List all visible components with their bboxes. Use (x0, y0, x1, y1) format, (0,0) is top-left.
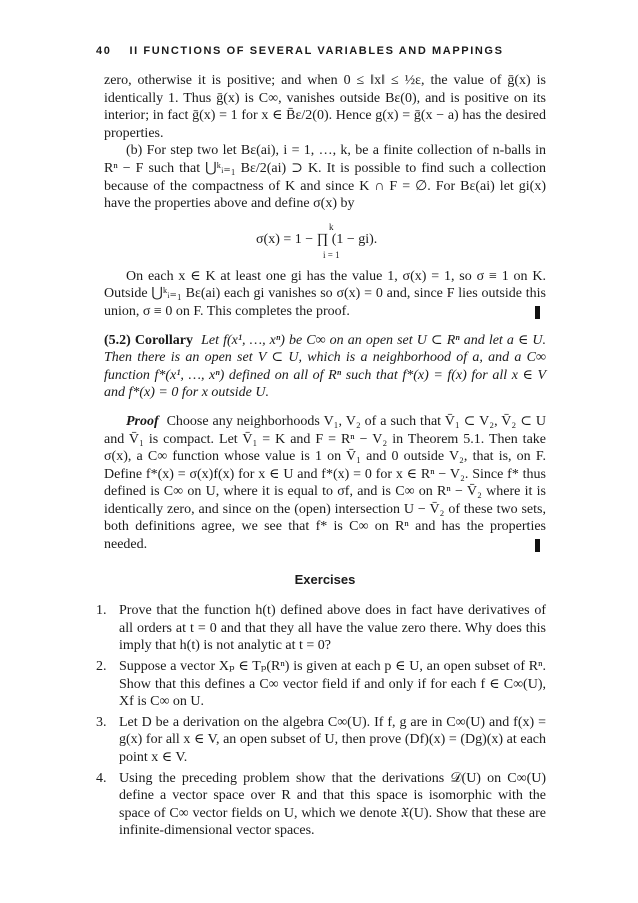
exercise-text: Suppose a vector Xₚ ∈ Tₚ(Rⁿ) is given at each p ∈ U, an open subset of Rⁿ. Show that this defines a C∞ vector field if and only if for each f ∈ C∞(U), Xf is C∞ on U. (119, 659, 546, 710)
exercise-text: Using the preceding problem show that the derivations 𝒟(U) on C∞(U) define a vector space over R and that this space is isomorphic with the space of C∞ vector fields on U, which we denote 𝔛(U). Show that these are infinite-dimensional vector spaces. (119, 770, 546, 839)
exercise-list (96, 602, 546, 840)
product-upper-limit: k (329, 221, 334, 232)
proof-label: Proof (126, 413, 159, 429)
page-body (96, 72, 547, 843)
exercise-number: 1. (96, 603, 107, 619)
exercise-text: Let D be a derivation on the algebra C∞(U). If f, g are in C∞(U) and f(x) = g(x) for all x ∈ V, an open subset of U, then prove (Df)(x) = (Dg)(x) at each point x ∈ V. (119, 714, 546, 765)
corollary-proof (104, 413, 546, 554)
paragraph-step-two: (b) For step two let Bε(ai), i = 1, …, k, be a finite collection of n-balls in Rⁿ − F such that ⋃ᵏᵢ₌₁ Bε/2(ai) ⊃ K. It is possible to find such a collection because of the compactness of K and since K ∩ F = ∅. For Bε(ai) let gi(x) have the properties above and define σ(x) by (104, 143, 546, 212)
running-header (96, 45, 546, 57)
exercise-item (96, 658, 546, 711)
exercise-item (96, 770, 546, 840)
paragraph-proof-continuation: zero, otherwise it is positive; and when 0 ≤ ‖x‖ ≤ ½ε, the value of ḡ(x) is identically 1. Thus ḡ(x) is C∞, vanishes outside Bε(0), and is positive on its interior; in fact ḡ(x) = 1 for x ∈ B̄ε/2(0). Hence g(x) = ḡ(x − a) has the desired properties. (104, 73, 546, 141)
corollary-statement: Let f(x¹, …, xⁿ) be C∞ on an open set U ⊂ Rⁿ and let a ∈ U. Then there is an open set V ⊂ U, which is a neighborhood of a, and a C∞ function f*(x¹, …, xⁿ) defined on all of Rⁿ such that f*(x) = f(x) for all x ∈ V and f*(x) = 0 for x outside U. (104, 332, 547, 401)
proof-text: Choose any neighborhoods V₁, V₂ of a such that V̄₁ ⊂ V₂, V̄₂ ⊂ U and V̄₁ is compact. Let V̄₁ = K and F = Rⁿ − V₂ in Theorem 5.1. Then take σ(x), a C∞ function whose value is 1 on V̄₁ and 0 outside V₂, that is, on F. Define f*(x) = σ(x)f(x) for x ∈ U and f*(x) = 0 for x ∈ Rⁿ − V₂. Since f* thus defined is C∞ on U, where it is equal to σf, and is C∞ on Rⁿ − V̄₂ where it is identically zero, and since on the (open) intersection U − V̄₂ of these two sets, both definitions agree, we see that f* is C∞ on Rⁿ and has the properties needed. (104, 413, 546, 553)
corollary-5-2 (104, 332, 546, 402)
chapter-title: II FUNCTIONS OF SEVERAL VARIABLES AND MAPPINGS (129, 45, 504, 57)
exercises-heading: Exercises (294, 571, 356, 587)
corollary-label: (5.2) Corollary (104, 332, 193, 348)
sigma-equation-body: σ(x) = 1 − ∏ (1 − gi). (256, 231, 378, 247)
page-number: 40 (96, 45, 112, 57)
exercise-number: 2. (96, 659, 107, 675)
exercise-item (96, 714, 546, 767)
exercise-number: 4. (96, 770, 107, 786)
exercise-item (96, 602, 546, 655)
qed-mark (535, 306, 540, 319)
exercise-number: 3. (96, 714, 107, 730)
sigma-equation (104, 219, 546, 259)
exercise-text: Prove that the function h(t) defined above does in fact have derivatives of all orders at t = 0 and that they all have the value zero there. Why does this imply that h(t) is not analytic at t = 0? (119, 603, 546, 654)
qed-mark (535, 539, 540, 552)
product-lower-limit: i = 1 (323, 249, 340, 260)
paragraph-proof-end: On each x ∈ K at least one gi has the value 1, σ(x) = 1, so σ ≡ 1 on K. Outside ⋃ᵏᵢ₌₁ Bε(ai) each gi vanishes so σ(x) = 0 and, since F lies outside this union, σ ≡ 0 on F. This completes the proof. (104, 268, 546, 319)
